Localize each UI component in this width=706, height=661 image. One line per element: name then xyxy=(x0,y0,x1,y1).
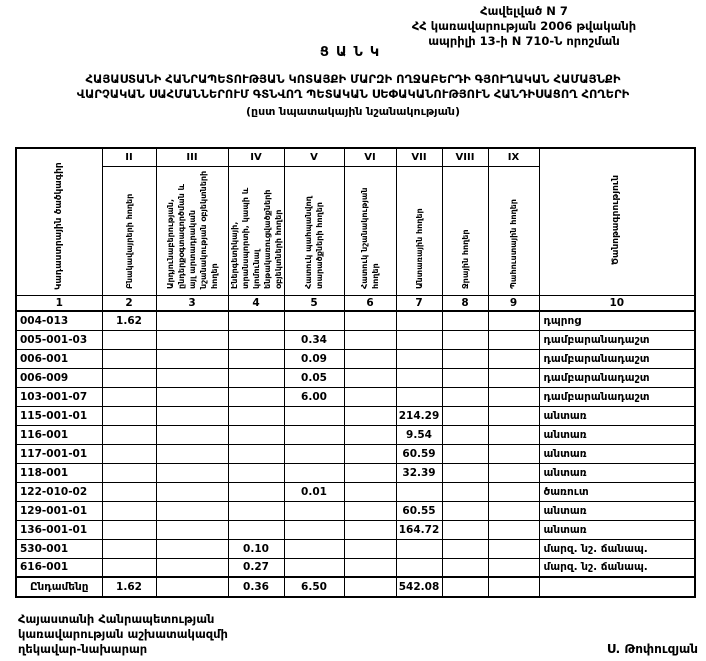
cell-area-value xyxy=(344,425,396,444)
cell-area-value xyxy=(156,349,228,368)
cell-area-value xyxy=(488,368,539,387)
cell-area-value xyxy=(102,501,156,520)
table-row xyxy=(16,349,695,368)
cell-cadastral-code: 117-001-01 xyxy=(16,444,102,463)
cell-area-value: 0.27 xyxy=(228,558,284,577)
cell-note: դամբարանադաշտ xyxy=(539,349,695,368)
cell-area-value xyxy=(102,406,156,425)
appendix-line: ապրիլի 13-ի N 710-Ն որոշման xyxy=(428,34,620,48)
cell-area-value xyxy=(284,501,344,520)
cell-cadastral-code: 006-001 xyxy=(16,349,102,368)
cell-area-value: 0.01 xyxy=(284,482,344,501)
cell-area-value xyxy=(228,406,284,425)
column-header-settlement-lands: Բնակավայրերի հողեր xyxy=(102,166,156,295)
cell-cadastral-code: 115-001-01 xyxy=(16,406,102,425)
cell-area-value xyxy=(344,387,396,406)
cell-area-value xyxy=(102,349,156,368)
table-row xyxy=(16,311,695,330)
column-header-reserve-lands: Պահուստային հողեր xyxy=(488,166,539,295)
cell-area-value xyxy=(344,520,396,539)
cell-area-value xyxy=(156,425,228,444)
cell-area-value xyxy=(488,330,539,349)
roman-numeral: III xyxy=(156,148,228,166)
cell-area-value xyxy=(396,349,442,368)
cell-cadastral-code: 616-001 xyxy=(16,558,102,577)
cell-area-value xyxy=(488,349,539,368)
cell-area-value: 60.55 xyxy=(396,501,442,520)
cell-area-value xyxy=(344,501,396,520)
cell-area-value: 0.10 xyxy=(228,539,284,558)
cell-area-value: 542.08 xyxy=(396,577,442,597)
cell-area-value xyxy=(396,539,442,558)
title-block xyxy=(0,45,706,118)
table-row xyxy=(16,463,695,482)
roman-numeral: IV xyxy=(228,148,284,166)
cell-note: դամբարանադաշտ xyxy=(539,368,695,387)
cell-cadastral-code: Ընդամենը xyxy=(16,577,102,597)
cell-area-value xyxy=(344,539,396,558)
cell-area-value xyxy=(284,406,344,425)
appendix-note xyxy=(348,4,700,49)
table-row xyxy=(16,539,695,558)
cell-area-value xyxy=(442,444,488,463)
cell-area-value xyxy=(344,577,396,597)
official-position xyxy=(18,612,228,657)
cell-area-value xyxy=(102,482,156,501)
cell-area-value xyxy=(442,387,488,406)
cell-area-value xyxy=(344,311,396,330)
column-header-cadastral-code: Կադաստրային ծածկագիր xyxy=(16,148,102,295)
column-number: 9 xyxy=(488,295,539,311)
cell-area-value xyxy=(488,425,539,444)
cell-area-value xyxy=(156,520,228,539)
cell-area-value: 6.00 xyxy=(284,387,344,406)
cell-area-value xyxy=(488,444,539,463)
cell-note: անտառ xyxy=(539,463,695,482)
cell-area-value xyxy=(488,311,539,330)
cell-area-value xyxy=(442,311,488,330)
column-number-row xyxy=(16,295,695,311)
cell-area-value: 6.50 xyxy=(284,577,344,597)
column-header-energy-transport-lands: Էներգետիկայի, տրանսպորտի, կապի և կոմունալ ենթակառուցվածքների օբյեկտների հողեր xyxy=(228,166,284,295)
cell-area-value xyxy=(488,539,539,558)
cell-area-value xyxy=(488,577,539,597)
cell-area-value xyxy=(344,330,396,349)
cell-area-value xyxy=(396,311,442,330)
column-header-protected-areas-lands: Հատուկ պահպանվող տարածքների հողեր xyxy=(284,166,344,295)
cell-area-value xyxy=(344,444,396,463)
cell-area-value xyxy=(156,539,228,558)
cell-area-value xyxy=(284,311,344,330)
cell-area-value xyxy=(442,349,488,368)
cell-note: անտառ xyxy=(539,501,695,520)
cell-cadastral-code: 005-001-03 xyxy=(16,330,102,349)
appendix-line: Հավելված N 7 xyxy=(480,4,568,18)
cell-area-value: 0.34 xyxy=(284,330,344,349)
cell-area-value xyxy=(344,368,396,387)
cell-area-value xyxy=(284,444,344,463)
cell-note xyxy=(539,577,695,597)
cell-area-value xyxy=(102,520,156,539)
cell-area-value xyxy=(102,463,156,482)
cell-area-value: 1.62 xyxy=(102,577,156,597)
cell-area-value xyxy=(442,501,488,520)
table-row xyxy=(16,368,695,387)
roman-numeral: II xyxy=(102,148,156,166)
cell-area-value xyxy=(442,558,488,577)
document-caption: ՑԱՆԿ xyxy=(319,45,387,60)
signature-name: Ս. Թոփուզյան xyxy=(606,642,698,656)
cell-area-value: 0.36 xyxy=(228,577,284,597)
column-number: 7 xyxy=(396,295,442,311)
cell-cadastral-code: 004-013 xyxy=(16,311,102,330)
roman-numeral: VIII xyxy=(442,148,488,166)
cell-area-value xyxy=(442,368,488,387)
cell-area-value xyxy=(284,539,344,558)
cell-area-value xyxy=(344,406,396,425)
cell-area-value xyxy=(488,501,539,520)
cell-area-value xyxy=(156,444,228,463)
table-row xyxy=(16,444,695,463)
cell-area-value xyxy=(344,482,396,501)
cell-note: մարզ. նշ. ճանապ. xyxy=(539,539,695,558)
cell-area-value xyxy=(284,463,344,482)
column-number: 4 xyxy=(228,295,284,311)
column-header-water-lands: Ջրային հողեր xyxy=(442,166,488,295)
cell-area-value xyxy=(156,577,228,597)
cell-cadastral-code: 530-001 xyxy=(16,539,102,558)
roman-numeral-row xyxy=(16,148,695,166)
table-row xyxy=(16,406,695,425)
cell-area-value xyxy=(488,406,539,425)
cell-area-value xyxy=(228,425,284,444)
cell-cadastral-code: 006-009 xyxy=(16,368,102,387)
document-title-line: ՎԱՐՉԱԿԱՆ ՍԱՀՄԱՆՆԵՐՈՒՄ ԳՏՆՎՈՂ ՊԵՏԱԿԱՆ ՍԵՓԱԿԱՆՈՒԹՅՈՒՆ ՀԱՆԴԻՍԱՑՈՂ ՀՈՂԵՐԻ xyxy=(76,87,630,101)
cell-note: դպրոց xyxy=(539,311,695,330)
cell-area-value xyxy=(396,387,442,406)
cell-note: մարզ. նշ. ճանապ. xyxy=(539,558,695,577)
cell-cadastral-code: 116-001 xyxy=(16,425,102,444)
cell-area-value xyxy=(102,368,156,387)
cell-area-value xyxy=(102,558,156,577)
cell-cadastral-code: 122-010-02 xyxy=(16,482,102,501)
cell-area-value xyxy=(396,368,442,387)
cell-area-value xyxy=(442,425,488,444)
roman-numeral: VII xyxy=(396,148,442,166)
cell-area-value xyxy=(442,539,488,558)
cell-note: դամբարանադաշտ xyxy=(539,387,695,406)
column-header-special-purpose-lands: Հատուկ նշանակության հողեր xyxy=(344,166,396,295)
cell-area-value xyxy=(156,406,228,425)
cell-cadastral-code: 118-001 xyxy=(16,463,102,482)
cell-area-value xyxy=(442,463,488,482)
cell-area-value xyxy=(488,387,539,406)
document-subtitle: (ըստ նպատակային նշանակության) xyxy=(246,105,460,118)
cell-area-value xyxy=(228,501,284,520)
roman-numeral: V xyxy=(284,148,344,166)
cell-area-value xyxy=(156,482,228,501)
cell-area-value: 32.39 xyxy=(396,463,442,482)
cell-cadastral-code: 136-001-01 xyxy=(16,520,102,539)
cell-area-value xyxy=(102,539,156,558)
column-number: 5 xyxy=(284,295,344,311)
cell-note: անտառ xyxy=(539,444,695,463)
lands-table-wrap xyxy=(15,147,696,598)
cell-area-value: 0.09 xyxy=(284,349,344,368)
cell-area-value xyxy=(488,463,539,482)
cell-area-value: 164.72 xyxy=(396,520,442,539)
table-row xyxy=(16,501,695,520)
cell-area-value xyxy=(156,330,228,349)
column-number: 6 xyxy=(344,295,396,311)
appendix-line: ՀՀ կառավարության 2006 թվականի xyxy=(411,19,637,33)
signature-block xyxy=(18,612,700,657)
cell-area-value xyxy=(488,520,539,539)
column-header-forest-lands: Անտառային հողեր xyxy=(396,166,442,295)
column-number: 1 xyxy=(16,295,102,311)
column-number: 10 xyxy=(539,295,695,311)
document-title-line: ՀԱՅԱՍՏԱՆԻ ՀԱՆՐԱՊԵՏՈՒԹՅԱՆ ԿՈՏԱՅՔԻ ՄԱՐԶԻ ՈՂՋԱԲԵՐԴԻ ԳՅՈՒՂԱԿԱՆ ՀԱՄԱՅՆՔԻ xyxy=(85,72,621,86)
cell-note: անտառ xyxy=(539,406,695,425)
cell-cadastral-code: 103-001-07 xyxy=(16,387,102,406)
cell-area-value xyxy=(284,520,344,539)
cell-area-value xyxy=(228,387,284,406)
cell-area-value: 9.54 xyxy=(396,425,442,444)
table-row xyxy=(16,520,695,539)
table-row xyxy=(16,425,695,444)
cell-area-value xyxy=(442,330,488,349)
cell-note: անտառ xyxy=(539,425,695,444)
column-header-note: Ծանոթագրություն xyxy=(539,148,695,295)
cell-area-value xyxy=(488,482,539,501)
cell-area-value xyxy=(102,330,156,349)
cell-area-value xyxy=(344,558,396,577)
cell-area-value xyxy=(102,425,156,444)
position-line: կառավարության աշխատակազմի xyxy=(18,627,228,641)
cell-area-value: 214.29 xyxy=(396,406,442,425)
cell-area-value xyxy=(156,311,228,330)
column-number: 8 xyxy=(442,295,488,311)
table-row xyxy=(16,558,695,577)
cell-area-value xyxy=(228,482,284,501)
table-row xyxy=(16,330,695,349)
cell-area-value xyxy=(228,368,284,387)
roman-numeral: IX xyxy=(488,148,539,166)
cell-area-value xyxy=(228,463,284,482)
cell-cadastral-code: 129-001-01 xyxy=(16,501,102,520)
cell-area-value: 60.59 xyxy=(396,444,442,463)
cell-area-value xyxy=(228,444,284,463)
cell-area-value xyxy=(396,482,442,501)
cell-area-value xyxy=(156,463,228,482)
cell-area-value xyxy=(156,368,228,387)
cell-note: անտառ xyxy=(539,520,695,539)
cell-area-value xyxy=(396,330,442,349)
cell-area-value: 0.05 xyxy=(284,368,344,387)
cell-area-value xyxy=(442,482,488,501)
cell-area-value xyxy=(102,444,156,463)
cell-area-value xyxy=(156,558,228,577)
cell-area-value xyxy=(442,406,488,425)
cell-area-value xyxy=(344,463,396,482)
cell-area-value xyxy=(344,349,396,368)
position-line: Հայաստանի Հանրապետության xyxy=(18,612,215,626)
column-number: 3 xyxy=(156,295,228,311)
roman-numeral: VI xyxy=(344,148,396,166)
cell-area-value xyxy=(102,387,156,406)
cell-area-value xyxy=(228,349,284,368)
table-total-row xyxy=(16,577,695,597)
cell-area-value: 1.62 xyxy=(102,311,156,330)
cell-area-value xyxy=(156,387,228,406)
cell-area-value xyxy=(442,520,488,539)
table-row xyxy=(16,482,695,501)
table-row xyxy=(16,387,695,406)
cell-note: դամբարանադաշտ xyxy=(539,330,695,349)
cell-area-value xyxy=(156,501,228,520)
cell-area-value xyxy=(284,558,344,577)
position-line: ղեկավար-նախարար xyxy=(18,642,148,656)
cell-area-value xyxy=(396,558,442,577)
cell-area-value xyxy=(488,558,539,577)
cell-area-value xyxy=(228,311,284,330)
cell-area-value xyxy=(284,425,344,444)
cell-note: ծառուտ xyxy=(539,482,695,501)
lands-table xyxy=(15,147,696,598)
cell-area-value xyxy=(442,577,488,597)
column-number: 2 xyxy=(102,295,156,311)
cell-area-value xyxy=(228,520,284,539)
cell-area-value xyxy=(228,330,284,349)
column-header-industrial-lands: Արդյունաբերության, ընդերքօգտագործման և այլ արտադրական նշանակության օբյեկտների հողեր xyxy=(156,166,228,295)
